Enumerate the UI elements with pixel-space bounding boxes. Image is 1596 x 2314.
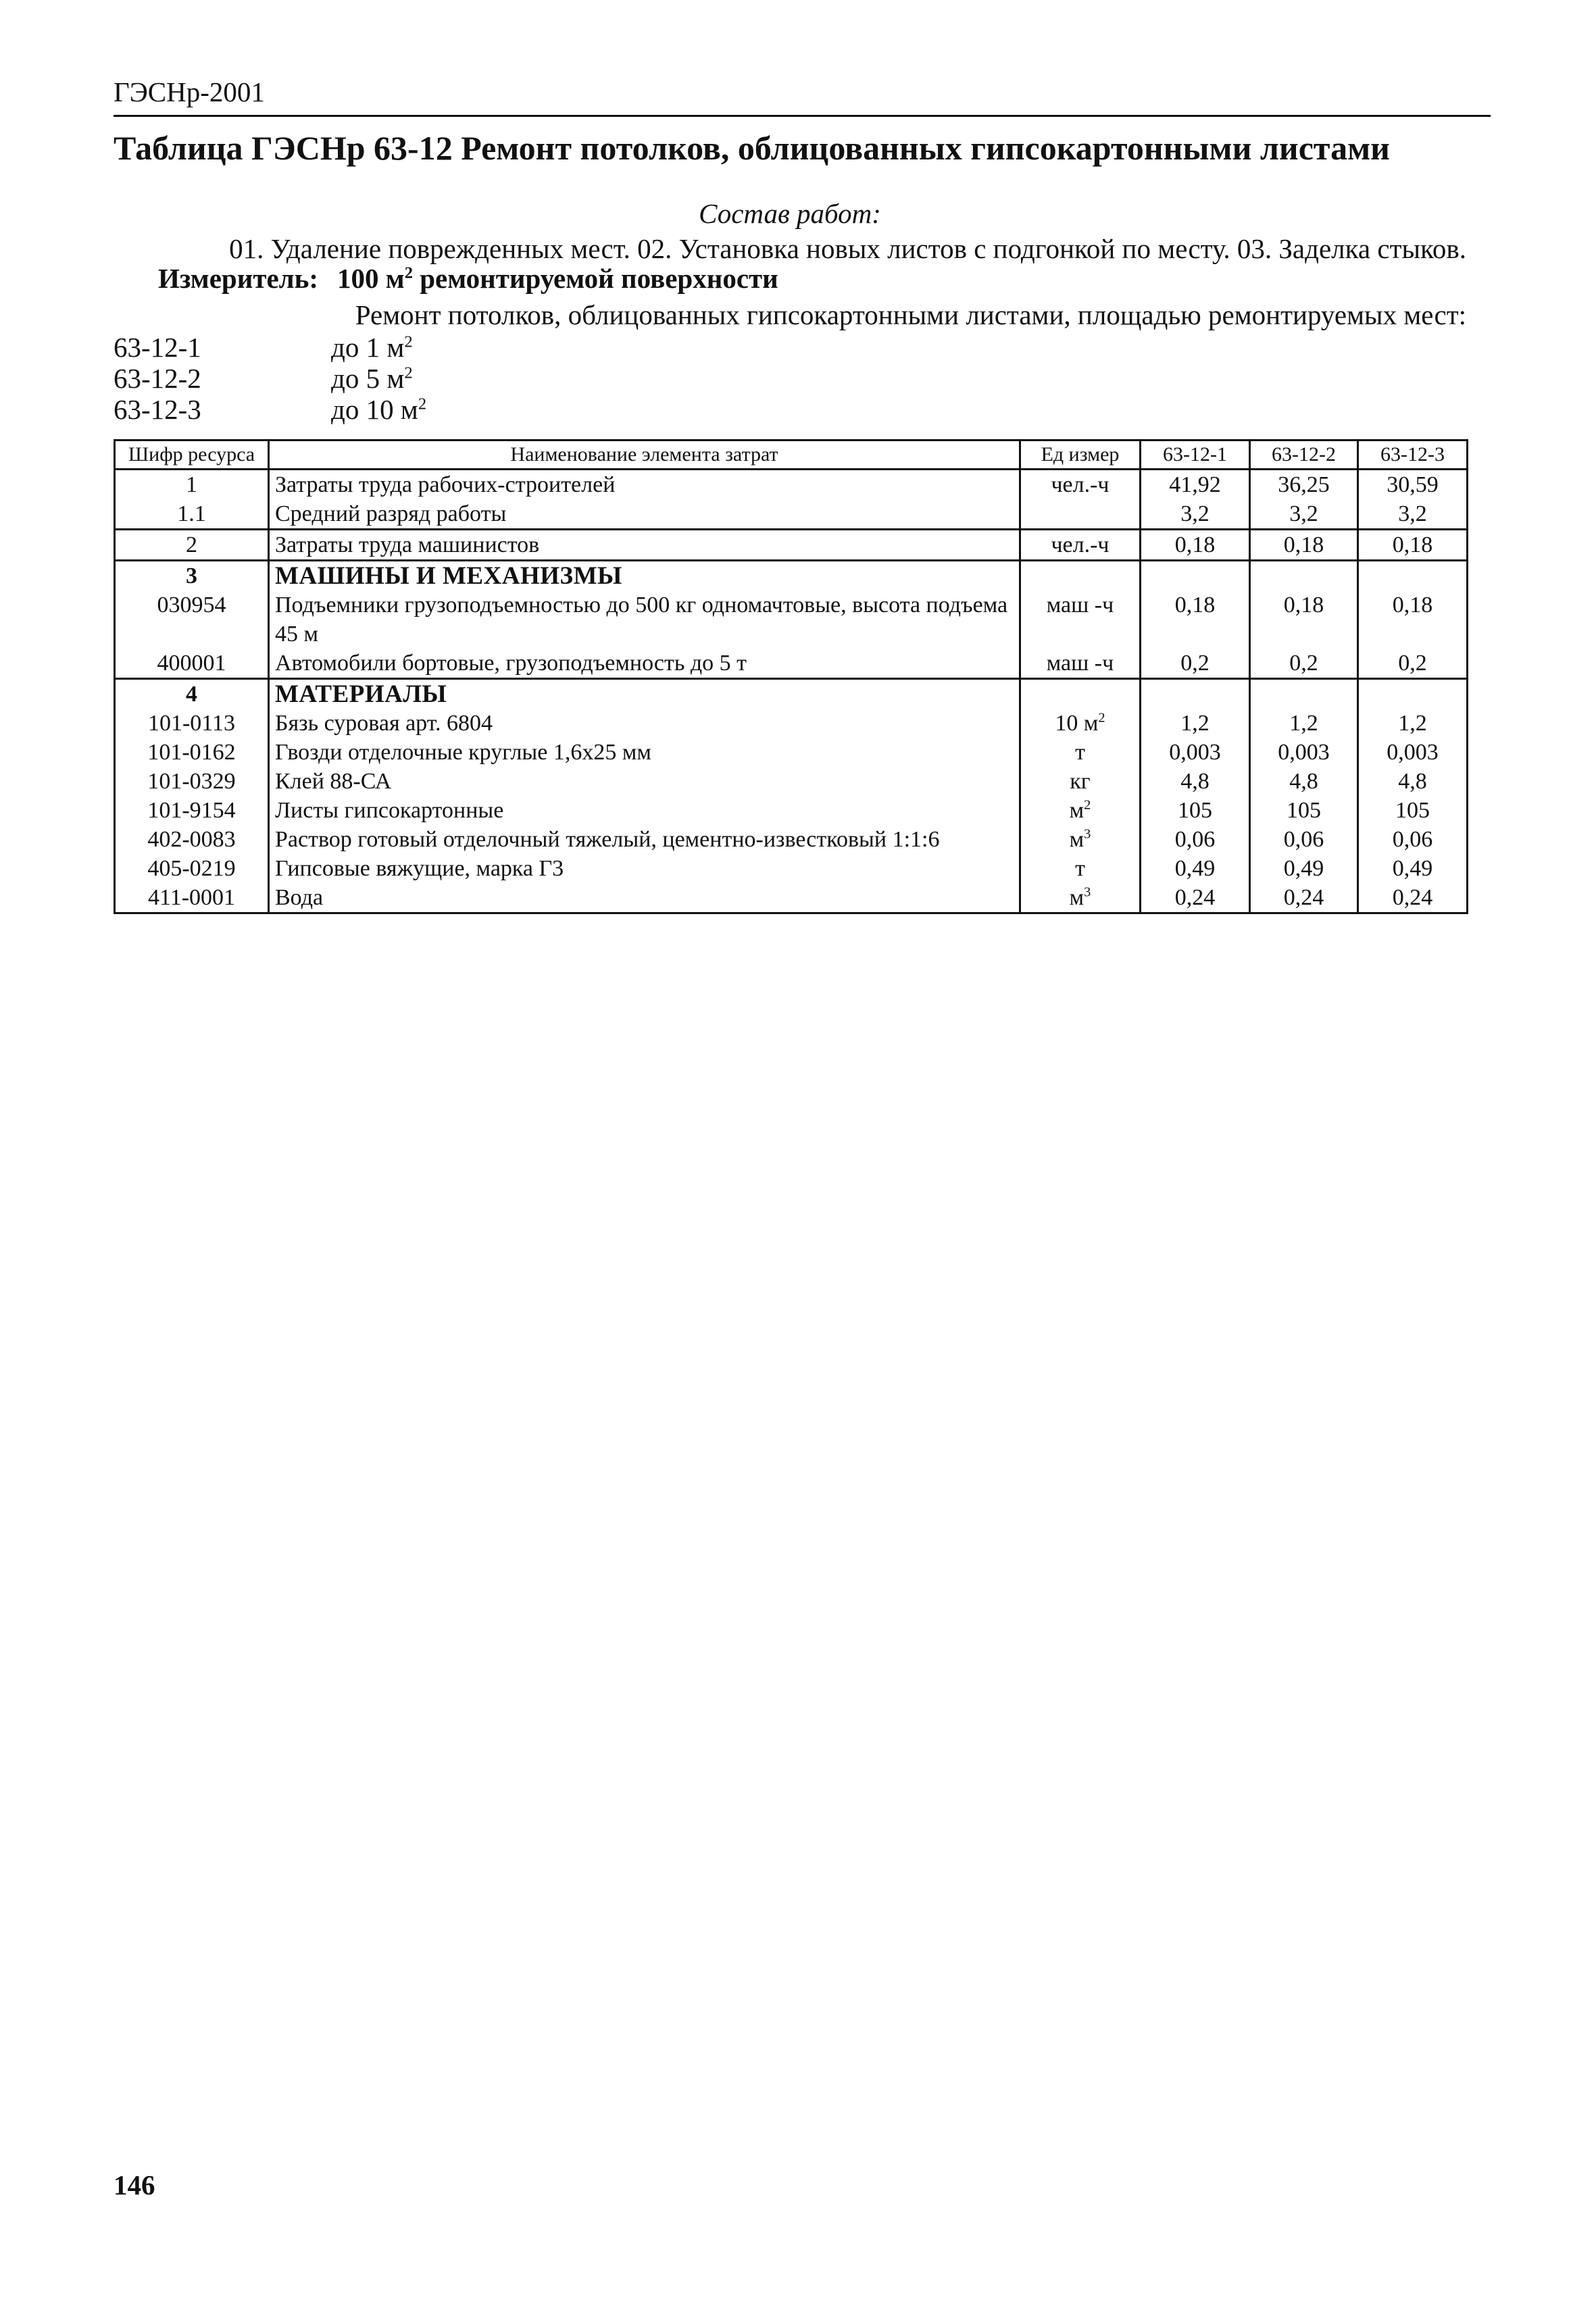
resource-code: 1.1 <box>115 499 269 530</box>
resource-unit: т <box>1020 738 1141 767</box>
variant-row <box>114 393 426 426</box>
value-variant-3: 0,2 <box>1358 649 1468 679</box>
variant-text: до 10 м <box>331 394 418 425</box>
value-variant-1: 0,18 <box>1141 590 1250 649</box>
measure-value-prefix: 100 м <box>337 263 405 294</box>
column-header-variant-1: 63-12-1 <box>1141 441 1250 470</box>
table-row <box>115 883 1468 913</box>
table-row <box>115 738 1468 767</box>
resource-unit: кг <box>1020 767 1141 796</box>
value-variant-2: 4,8 <box>1250 767 1358 796</box>
value-variant-3: 105 <box>1358 796 1468 825</box>
table-row <box>115 590 1468 649</box>
value-variant-3: 0,18 <box>1358 590 1468 649</box>
resource-name: Раствор готовый отделочный тяжелый, цементно-известковый 1:1:6 <box>269 825 1020 854</box>
value-variant-1: 0,06 <box>1141 825 1250 854</box>
resource-code: 402-0083 <box>115 825 269 854</box>
table-title: Таблица ГЭСНр 63-12 Ремонт потолков, облицованных гипсокартонными листами <box>114 129 1390 167</box>
resource-name: Затраты труда машинистов <box>269 530 1020 561</box>
section-code: 3 <box>115 561 269 591</box>
resource-name: Средний разряд работы <box>269 499 1020 530</box>
resource-unit: чел.-ч <box>1020 470 1141 500</box>
resource-code: 030954 <box>115 590 269 649</box>
value-variant-3: 3,2 <box>1358 499 1468 530</box>
resource-table <box>114 439 1468 914</box>
value-variant-3: 0,06 <box>1358 825 1468 854</box>
variant-text: до 1 м <box>331 332 405 363</box>
measure-line <box>158 262 778 295</box>
variant-sup: 2 <box>404 363 413 382</box>
resource-unit: маш -ч <box>1020 649 1141 679</box>
value-variant-2: 0,24 <box>1250 883 1358 913</box>
variant-row <box>114 331 413 363</box>
resource-name: Бязь суровая арт. 6804 <box>269 709 1020 738</box>
value-variant-2 <box>1250 561 1358 591</box>
resource-unit: 10 $м^2$ <box>1020 709 1141 738</box>
variant-text: до 5 м <box>331 363 405 394</box>
resource-code: 411-0001 <box>115 883 269 913</box>
value-variant-1: 105 <box>1141 796 1250 825</box>
column-header-unit: Ед измер <box>1020 441 1141 470</box>
value-variant-2: 0,49 <box>1250 854 1358 883</box>
resource-unit: $м^2$ <box>1020 796 1141 825</box>
value-variant-3: 0,24 <box>1358 883 1468 913</box>
column-header-variant-2: 63-12-2 <box>1250 441 1358 470</box>
table-row <box>115 649 1468 679</box>
resource-name: Клей 88-СА <box>269 767 1020 796</box>
value-variant-3 <box>1358 679 1468 709</box>
table-row <box>115 854 1468 883</box>
value-variant-1: 41,92 <box>1141 470 1250 500</box>
resource-name: Гвозди отделочные круглые 1,6х25 мм <box>269 738 1020 767</box>
document-code-header: ГЭСНр-2001 <box>114 76 265 107</box>
resource-name: Подъемники грузоподъемностью до 500 кг одномачтовые, высота подъема 45 м <box>269 590 1020 649</box>
table-row <box>115 499 1468 530</box>
value-variant-2: 0,003 <box>1250 738 1358 767</box>
measure-value-suffix: ремонтируемой поверхности <box>413 263 778 294</box>
resource-name: Листы гипсокартонные <box>269 796 1020 825</box>
resource-code: 400001 <box>115 649 269 679</box>
resource-code: 101-0113 <box>115 709 269 738</box>
value-variant-1: 0,2 <box>1141 649 1250 679</box>
variant-row <box>114 362 413 395</box>
value-variant-1 <box>1141 561 1250 591</box>
resource-name: Гипсовые вяжущие, марка Г3 <box>269 854 1020 883</box>
table-row <box>115 825 1468 854</box>
value-variant-3: 0,18 <box>1358 530 1468 561</box>
page-number: 146 <box>114 2169 155 2200</box>
value-variant-1: 0,18 <box>1141 530 1250 561</box>
value-variant-3: 4,8 <box>1358 767 1468 796</box>
value-variant-1: 4,8 <box>1141 767 1250 796</box>
table-row <box>115 796 1468 825</box>
value-variant-2: 0,06 <box>1250 825 1358 854</box>
section-title: МАШИНЫ И МЕХАНИЗМЫ <box>269 561 1020 591</box>
value-variant-2: 105 <box>1250 796 1358 825</box>
value-variant-1: 0,003 <box>1141 738 1250 767</box>
value-variant-1: 0,49 <box>1141 854 1250 883</box>
resource-name: Вода <box>269 883 1020 913</box>
variant-sup: 2 <box>404 332 413 351</box>
resource-code: 1 <box>115 470 269 500</box>
table-section-row <box>115 561 1468 591</box>
column-header-code: Шифр ресурса <box>115 441 269 470</box>
table-row <box>115 530 1468 561</box>
table-header-row <box>115 441 1468 470</box>
scope-intro: Ремонт потолков, облицованных гипсокартонными листами, площадью ремонтируемых мест: <box>355 299 1466 330</box>
composition-text: 01. Удаление поврежденных мест. 02. Установка новых листов с подгонкой по месту. 03. Заделка стыков. <box>229 233 1466 264</box>
resource-code: 405-0219 <box>115 854 269 883</box>
value-variant-2 <box>1250 679 1358 709</box>
value-variant-3: 1,2 <box>1358 709 1468 738</box>
value-variant-2: 0,2 <box>1250 649 1358 679</box>
variant-code: 63-12-3 <box>114 394 201 425</box>
value-variant-1 <box>1141 679 1250 709</box>
resource-name: Затраты труда рабочих-строителей <box>269 470 1020 500</box>
resource-code: 101-0162 <box>115 738 269 767</box>
resource-unit: т <box>1020 854 1141 883</box>
value-variant-1: 3,2 <box>1141 499 1250 530</box>
resource-unit: чел.-ч <box>1020 530 1141 561</box>
table-row <box>115 767 1468 796</box>
variant-code: 63-12-1 <box>114 332 201 363</box>
table-row <box>115 709 1468 738</box>
value-variant-3: 0,003 <box>1358 738 1468 767</box>
resource-unit <box>1020 499 1141 530</box>
resource-unit: маш -ч <box>1020 590 1141 649</box>
value-variant-2: 0,18 <box>1250 590 1358 649</box>
column-header-variant-3: 63-12-3 <box>1358 441 1468 470</box>
resource-name: Автомобили бортовые, грузоподъемность до 5 т <box>269 649 1020 679</box>
value-variant-1: 0,24 <box>1141 883 1250 913</box>
section-code: 4 <box>115 679 269 709</box>
measure-value-sup: 2 <box>404 263 413 282</box>
variant-sup: 2 <box>418 395 427 413</box>
resource-unit <box>1020 679 1141 709</box>
value-variant-2: 1,2 <box>1250 709 1358 738</box>
value-variant-2: 3,2 <box>1250 499 1358 530</box>
section-title: МАТЕРИАЛЫ <box>269 679 1020 709</box>
value-variant-3 <box>1358 561 1468 591</box>
resource-code: 101-0329 <box>115 767 269 796</box>
header-divider <box>114 115 1491 117</box>
value-variant-2: 36,25 <box>1250 470 1358 500</box>
resource-unit: $м^3$ <box>1020 825 1141 854</box>
resource-unit: $м^3$ <box>1020 883 1141 913</box>
value-variant-3: 0,49 <box>1358 854 1468 883</box>
table-section-row <box>115 679 1468 709</box>
value-variant-3: 30,59 <box>1358 470 1468 500</box>
column-header-name: Наименование элемента затрат <box>269 441 1020 470</box>
resource-code: 101-9154 <box>115 796 269 825</box>
value-variant-1: 1,2 <box>1141 709 1250 738</box>
variant-code: 63-12-2 <box>114 363 201 394</box>
composition-heading: Состав работ: <box>699 198 881 229</box>
measure-label: Измеритель: <box>158 263 319 294</box>
resource-code: 2 <box>115 530 269 561</box>
value-variant-2: 0,18 <box>1250 530 1358 561</box>
resource-unit <box>1020 561 1141 591</box>
table-row <box>115 470 1468 500</box>
